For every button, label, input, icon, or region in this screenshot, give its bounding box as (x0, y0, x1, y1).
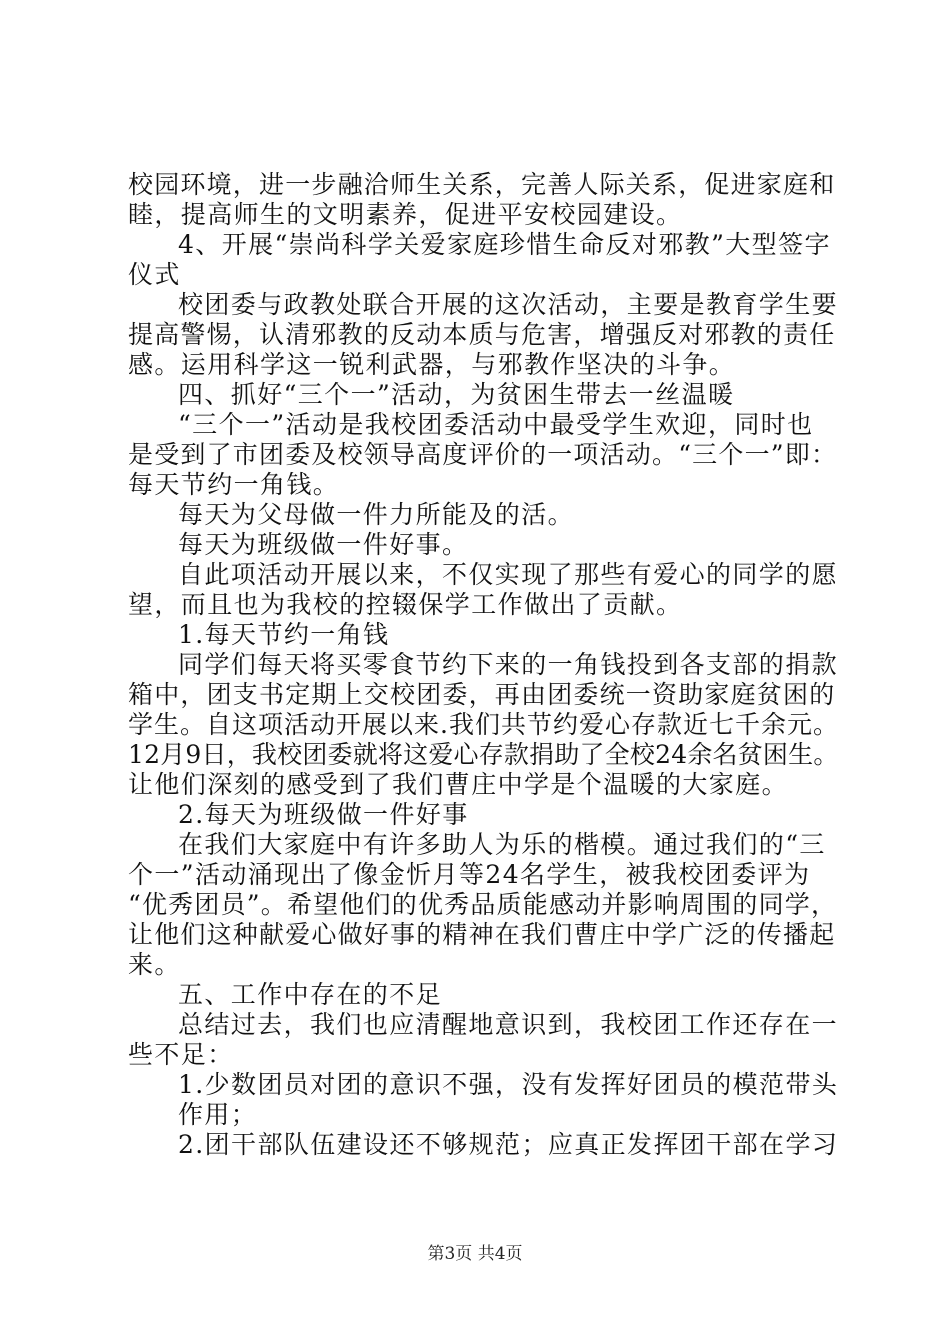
text-line: 让他们这种献爱心做好事的精神在我们曹庄中学广泛的传播起 (128, 920, 836, 949)
text-line: “三个一”活动是我校团委活动中最受学生欢迎，同时也 (178, 410, 814, 439)
text-line: 2.每天为班级做一件好事 (178, 800, 469, 829)
text-line: 1.每天节约一角钱 (178, 620, 390, 649)
text-line: 睦，提高师生的文明素养，促进平安校园建设。 (128, 200, 683, 229)
text-line: 仪式 (128, 260, 181, 289)
text-line: 提高警惕，认清邪教的反动本质与危害，增强反对邪教的责任 (128, 320, 836, 349)
text-line: 1.少数团员对团的意识不强，没有发挥好团员的模范带头 (178, 1070, 839, 1099)
text-line: 是受到了市团委及校领导高度评价的一项活动。“三个一”即： (128, 440, 838, 469)
text-line: 校园环境，进一步融洽师生关系，完善人际关系，促进家庭和 (128, 170, 836, 199)
text-line: 在我们大家庭中有许多助人为乐的楷模。通过我们的“三 (178, 830, 826, 859)
text-line: 五、工作中存在的不足 (178, 980, 443, 1009)
text-line: 2.团干部队伍建设还不够规范；应真正发挥团干部在学习 (178, 1130, 839, 1159)
text-line: 每天为父母做一件力所能及的活。 (178, 500, 575, 529)
text-line: 作用； (178, 1100, 258, 1129)
text-line: 箱中，团支书定期上交校团委，再由团委统一资助家庭贫困的 (128, 680, 836, 709)
text-line: 12月9日，我校团委就将这爱心存款捐助了全校24余名贫困生。 (128, 740, 839, 769)
text-line: 每天节约一角钱。 (128, 470, 340, 499)
text-line: 让他们深刻的感受到了我们曹庄中学是个温暖的大家庭。 (128, 770, 789, 799)
text-line: 4、开展“崇尚科学关爱家庭珍惜生命反对邪教”大型签字 (178, 230, 831, 259)
text-line: 望，而且也为我校的控辍保学工作做出了贡献。 (128, 590, 683, 619)
text-line: “优秀团员”。希望他们的优秀品质能感动并影响周围的同学， (128, 890, 838, 919)
text-line: 些不足： (128, 1040, 234, 1069)
text-line: 每天为班级做一件好事。 (178, 530, 469, 559)
text-line: 个一”活动涌现出了像金忻月等24名学生，被我校团委评为 (128, 860, 811, 889)
text-line: 四、抓好“三个一”活动，为贫困生带去一丝温暖 (178, 380, 735, 409)
page-footer: 第3页 共4页 (427, 1244, 523, 1264)
document-body (128, 170, 840, 1160)
text-line: 学生。自这项活动开展以来.我们共节约爱心存款近七千余元。 (128, 710, 839, 739)
text-line: 感。运用科学这一锐利武器，与邪教作坚决的斗争。 (128, 350, 736, 379)
text-line: 自此项活动开展以来，不仅实现了那些有爱心的同学的愿 (178, 560, 839, 589)
text-line: 校团委与政教处联合开展的这次活动，主要是教育学生要 (178, 290, 839, 319)
text-line: 同学们每天将买零食节约下来的一角钱投到各支部的捐款 (178, 650, 839, 679)
text-line: 总结过去，我们也应清醒地意识到，我校团工作还存在一 (178, 1010, 839, 1039)
text-line: 来。 (128, 950, 181, 979)
